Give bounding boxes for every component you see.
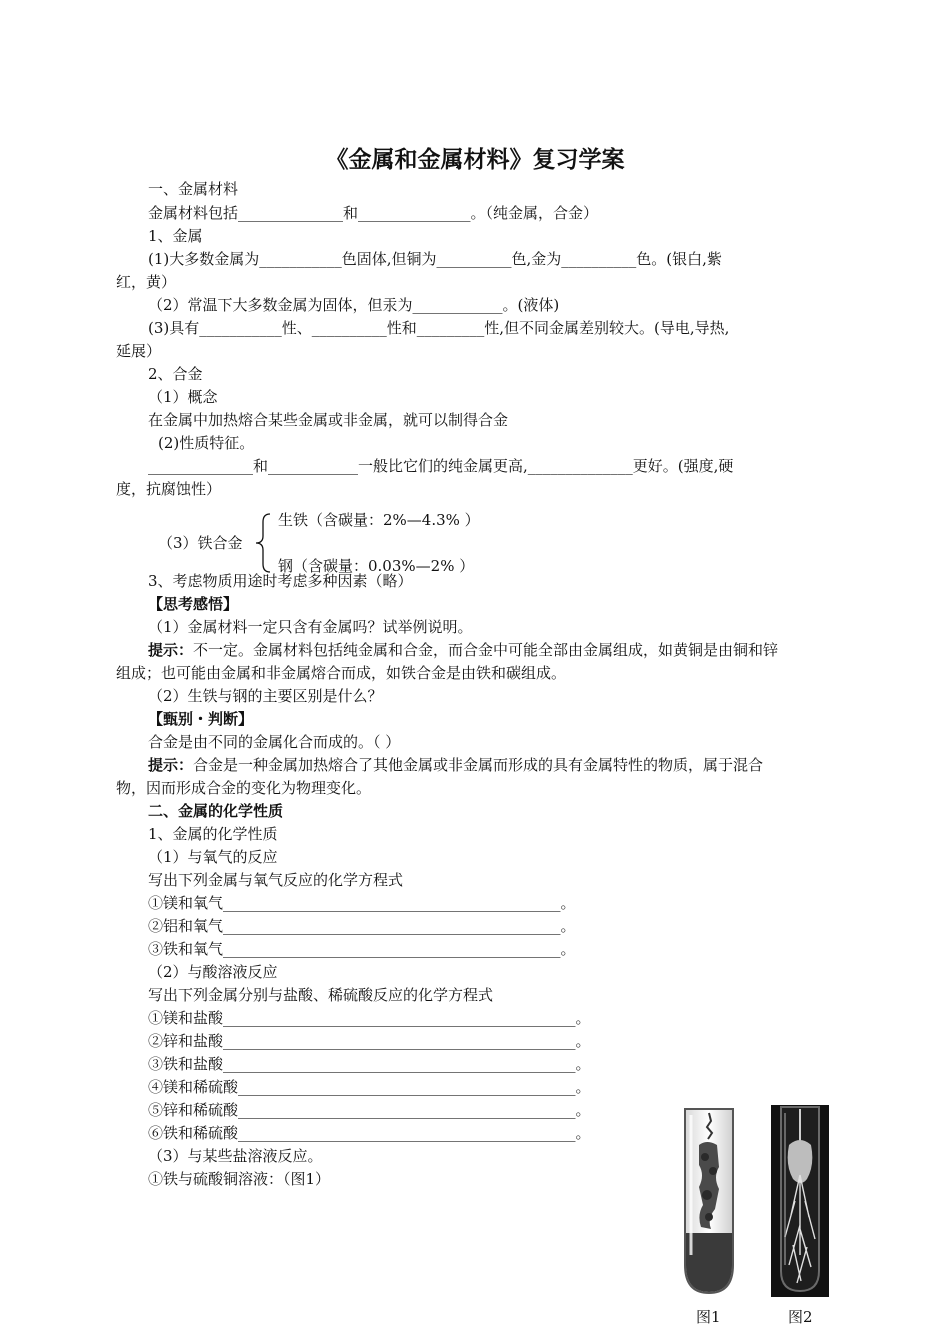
equation-blank: ②铝和氧气_____________________________________________。 bbox=[148, 917, 576, 935]
concept-label: （1）概念 bbox=[148, 388, 218, 406]
subheading-uses: 3、考虑物质用途时考虑多种因素（略） bbox=[148, 572, 413, 590]
pig-iron-text: 生铁（含碳量：2%—4.3% ） bbox=[278, 511, 480, 529]
equation-blank: ③铁和氧气_____________________________________________。 bbox=[148, 940, 576, 958]
think-heading: 【思考感悟】 bbox=[148, 595, 239, 613]
equation-blank: ⑤锌和稀硫酸_____________________________________________。 bbox=[148, 1101, 591, 1119]
question: （1）金属材料一定只含有金属吗？试举例说明。 bbox=[148, 618, 473, 636]
section-2-heading: 二、金属的化学性质 bbox=[148, 802, 284, 820]
answer-line-cont: 物，因而形成合金的变化为物理变化。 bbox=[116, 779, 372, 797]
fill-in-line-cont: 度，抗腐蚀性） bbox=[116, 480, 222, 498]
figure-2-caption: 图2 bbox=[788, 1308, 813, 1326]
fill-in-line: 金属材料包括______________和_______________。（纯金属，合金） bbox=[148, 204, 599, 222]
instruction: 写出下列金属与氧气反应的化学方程式 bbox=[148, 871, 404, 889]
question: （2）生铁与钢的主要区别是什么？ bbox=[148, 687, 383, 705]
answer-line-cont: 组成；也可能由金属和非金属熔合而成，如铁合金是由铁和碳组成。 bbox=[116, 664, 567, 682]
property-label: (2)性质特征。 bbox=[158, 434, 255, 452]
brace-icon bbox=[254, 512, 274, 574]
steel-text: 钢（含碳量：0.03%—2% ） bbox=[278, 557, 475, 575]
figure-1-caption: 图1 bbox=[696, 1308, 721, 1326]
subheading: （3）与某些盐溶液反应。 bbox=[148, 1147, 323, 1165]
fill-in-line-cont: 红，黄） bbox=[116, 273, 177, 291]
answer-line: 提示：合金是一种金属加热熔合了其他金属或非金属而形成的具有金属特性的物质，属于混合 bbox=[148, 756, 764, 774]
equation-blank: ④镁和稀硫酸_____________________________________________。 bbox=[148, 1078, 591, 1096]
subheading: （2）与酸溶液反应 bbox=[148, 963, 278, 981]
fill-in-line: （2）常温下大多数金属为固体，但汞为____________。(液体) bbox=[148, 296, 560, 314]
hint-label: 提示： bbox=[148, 641, 194, 659]
equation-blank: ③铁和盐酸_______________________________________________。 bbox=[148, 1055, 591, 1073]
page-title: 《金属和金属材料》复习学案 bbox=[325, 146, 625, 173]
equation-blank: ①镁和氧气_____________________________________________。 bbox=[148, 894, 576, 912]
figure-1-test-tube-image bbox=[677, 1105, 741, 1297]
fill-in-line-cont: 延展） bbox=[116, 342, 162, 360]
equation-blank: ②锌和盐酸_______________________________________________。 bbox=[148, 1032, 591, 1050]
answer-line: 提示：不一定。金属材料包括纯金属和合金，而合金中可能全部由金属组成，如黄铜是由铜和锌 bbox=[148, 641, 779, 659]
equation-blank: ⑥铁和稀硫酸_____________________________________________。 bbox=[148, 1124, 591, 1142]
section-1-heading: 一、金属材料 bbox=[148, 180, 239, 198]
subheading: 1、金属的化学性质 bbox=[148, 825, 278, 843]
instruction: 写出下列金属分别与盐酸、稀硫酸反应的化学方程式 bbox=[148, 986, 494, 1004]
equation-blank: ①镁和盐酸_______________________________________________。 bbox=[148, 1009, 591, 1027]
hint-label: 提示： bbox=[148, 756, 194, 774]
judge-question: 合金是由不同的金属化合而成的。（ ） bbox=[148, 733, 401, 751]
subheading-alloy: 2、合金 bbox=[148, 365, 203, 383]
figure-2-test-tube-image bbox=[771, 1105, 829, 1297]
concept-text: 在金属中加热熔合某些金属或非金属，就可以制得合金 bbox=[148, 411, 509, 429]
iron-alloy-label: （3）铁合金 bbox=[158, 534, 243, 552]
subheading-metal: 1、金属 bbox=[148, 227, 203, 245]
fill-in-line: (1)大多数金属为___________色固体,但铜为__________色,金为__________色。(银白,紫 bbox=[148, 250, 722, 268]
subheading: （1）与氧气的反应 bbox=[148, 848, 278, 866]
fill-in-line: (3)具有___________性、__________性和_________性,但不同金属差别较大。(导电,导热, bbox=[148, 319, 730, 337]
fill-in-line: ______________和____________一般比它们的纯金属更高,______________更好。(强度,硬 bbox=[148, 457, 734, 475]
judge-heading: 【甄别・判断】 bbox=[148, 710, 254, 728]
question: ①铁与硫酸铜溶液：（图1） bbox=[148, 1170, 331, 1188]
